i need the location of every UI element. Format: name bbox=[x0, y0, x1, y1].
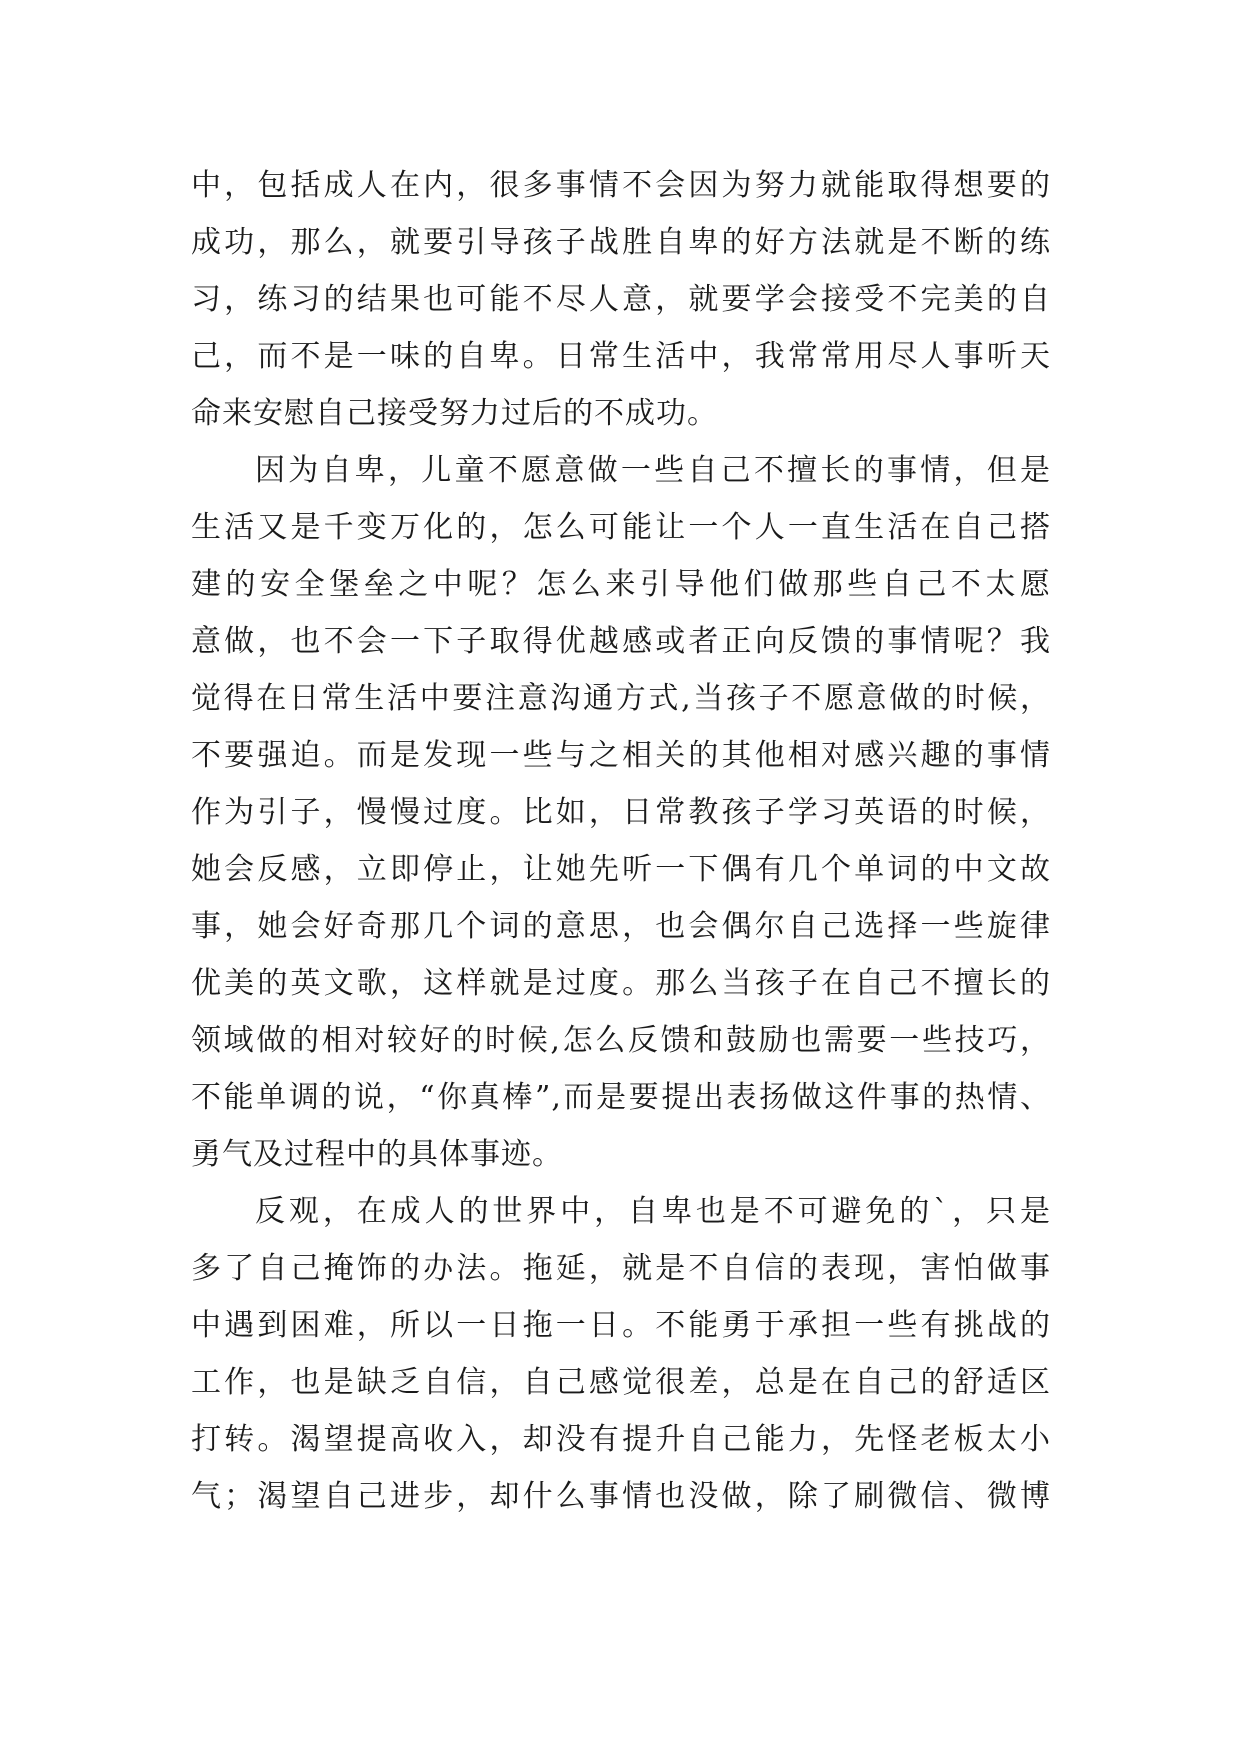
text-line: 生活又是千变万化的，怎么可能让一个人一直生活在自己搭 bbox=[191, 510, 1051, 545]
text-line: 打转。渴望提高收入，却没有提升自己能力，先怪老板太小 bbox=[191, 1422, 1051, 1457]
text-line: 作为引子，慢慢过度。比如，日常教孩子学习英语的时候， bbox=[191, 795, 1051, 830]
text-line: 她会反感，立即停止，让她先听一下偶有几个单词的中文故 bbox=[191, 852, 1051, 887]
text-line: 中，包括成人在内，很多事情不会因为努力就能取得想要的 bbox=[191, 168, 1051, 203]
paragraph-start-line: 反观，在成人的世界中，自卑也是不可避免的`，只是 bbox=[255, 1194, 1051, 1229]
text-line: 建的安全堡垒之中呢？怎么来引导他们做那些自己不太愿 bbox=[191, 567, 1051, 602]
body-text bbox=[191, 157, 1051, 1525]
text-line: 领域做的相对较好的时候,怎么反馈和鼓励也需要一些技巧， bbox=[191, 1023, 1051, 1058]
text-line: 己，而不是一味的自卑。日常生活中，我常常用尽人事听天 bbox=[191, 339, 1051, 374]
text-line: 优美的英文歌，这样就是过度。那么当孩子在自己不擅长的 bbox=[191, 966, 1051, 1001]
text-line: 勇气及过程中的具体事迹。 bbox=[191, 1137, 563, 1172]
text-line: 工作，也是缺乏自信，自己感觉很差，总是在自己的舒适区 bbox=[191, 1365, 1051, 1400]
text-line: 成功，那么，就要引导孩子战胜自卑的好方法就是不断的练 bbox=[191, 225, 1051, 260]
paragraph-start-line: 因为自卑，儿童不愿意做一些自己不擅长的事情，但是 bbox=[255, 453, 1051, 488]
text-line: 命来安慰自己接受努力过后的不成功。 bbox=[191, 396, 718, 431]
text-line: 事，她会好奇那几个词的意思，也会偶尔自己选择一些旋律 bbox=[191, 909, 1051, 944]
text-line: 中遇到困难，所以一日拖一日。不能勇于承担一些有挑战的 bbox=[191, 1308, 1051, 1343]
text-line: 不能单调的说，“你真棒”,而是要提出表扬做这件事的热情、 bbox=[191, 1080, 1051, 1115]
text-line: 意做，也不会一下子取得优越感或者正向反馈的事情呢？我 bbox=[191, 624, 1051, 659]
text-line: 觉得在日常生活中要注意沟通方式,当孩子不愿意做的时候， bbox=[191, 681, 1051, 716]
text-line: 气；渴望自己进步，却什么事情也没做，除了刷微信、微博 bbox=[191, 1479, 1051, 1514]
text-line: 不要强迫。而是发现一些与之相关的其他相对感兴趣的事情 bbox=[191, 738, 1051, 773]
text-line: 习，练习的结果也可能不尽人意，就要学会接受不完美的自 bbox=[191, 282, 1051, 317]
text-line: 多了自己掩饰的办法。拖延，就是不自信的表现，害怕做事 bbox=[191, 1251, 1051, 1286]
